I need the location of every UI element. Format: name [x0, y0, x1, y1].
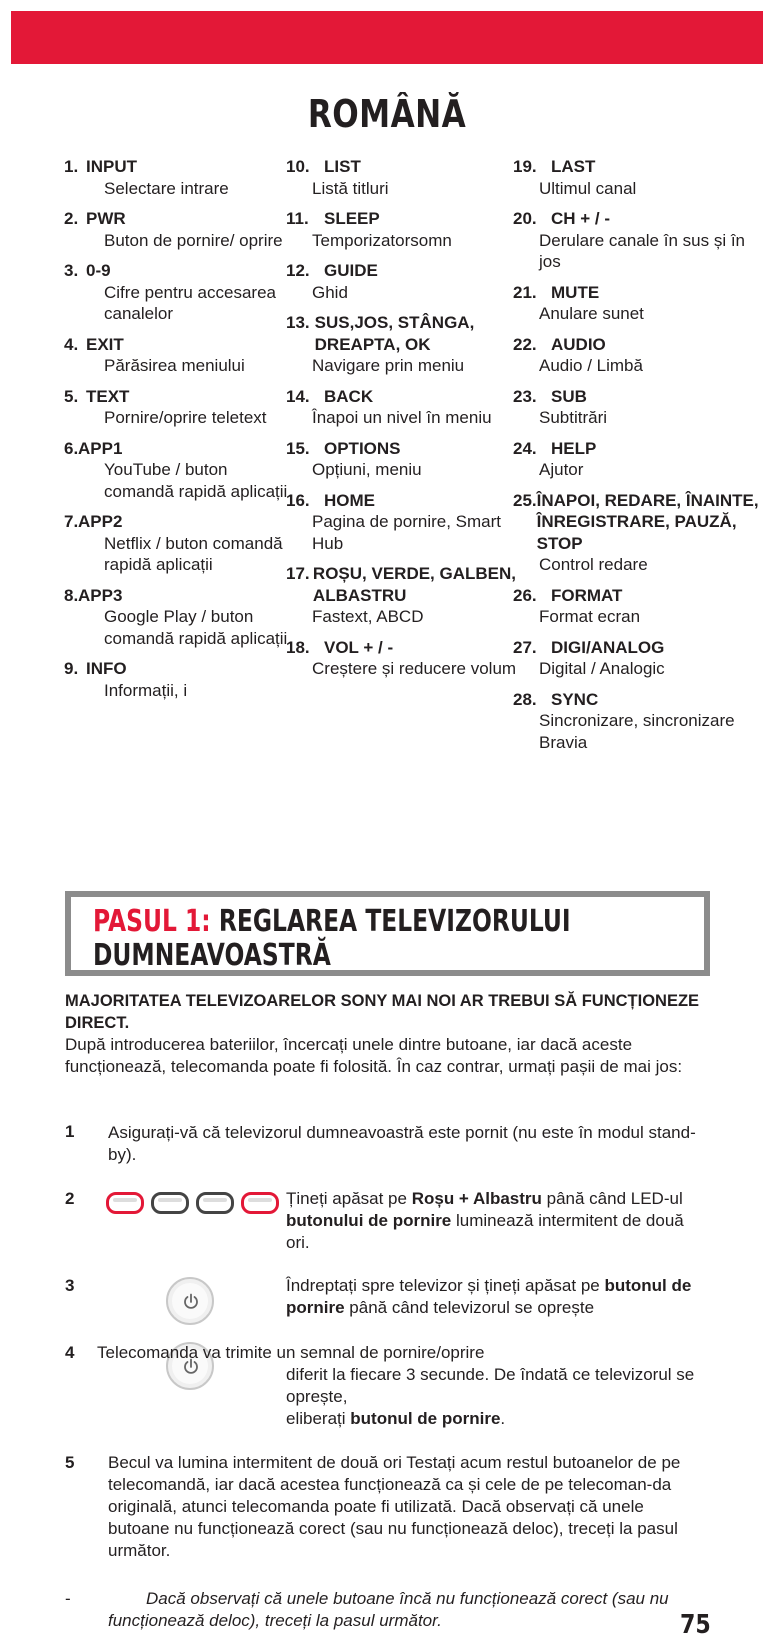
button-list-item-description: Subtitrări [539, 408, 608, 427]
button-list-item [513, 438, 763, 481]
step-1-number: 1 [65, 1122, 75, 1141]
button-list-item-head [286, 386, 526, 408]
button-list-item [64, 260, 294, 325]
intro-text: După introducerea bateriilor, încercați unele dintre butoane, iar dacă aceste funcționează, telecomanda poate fi folosită. În caz contrar, urmați pașii de mai jos: [65, 1035, 683, 1076]
step-3-text-part1: Îndreptați spre televizor și țineți apăsat pe [286, 1276, 605, 1295]
button-list-item-label: MUTE [551, 282, 600, 302]
button-list-item [64, 585, 294, 650]
button-list-item-description: Buton de pornire/ oprire [104, 230, 283, 250]
button-list-column-2 [286, 156, 526, 689]
button-list-item-description: Ajutor [539, 460, 584, 479]
button-list-item-description: Google Play / buton comandă rapidă aplicații [104, 607, 288, 648]
step-4-number: 4 [65, 1343, 75, 1362]
button-list-item-description: Anulare sunet [539, 304, 644, 323]
button-list-item-label: SLEEP [324, 209, 380, 228]
button-list-item-description: Informații, i [104, 680, 188, 700]
button-list-item [64, 208, 294, 251]
button-list-item-description: Format ecran [539, 607, 641, 626]
step-4-bold: butonul de pornire [350, 1409, 501, 1428]
button-list-item-number: 10. [286, 157, 310, 176]
button-list-item-number: 25. [513, 490, 537, 510]
button-list-item-number: 18. [286, 637, 310, 657]
button-list-item-head [64, 208, 294, 230]
step-2-text-part3: luminează intermitent de două ori. [286, 1211, 684, 1252]
button-list-item-number: 1. [64, 157, 79, 176]
step-4-line2: diferit la fiecare 3 secunde. De îndată ce televizorul se oprește, [286, 1365, 695, 1406]
button-list-item [513, 490, 763, 576]
step-3-text-part2: până când televizorul se oprește [344, 1298, 595, 1317]
button-list-item-number: 21. [513, 282, 537, 302]
button-list-item-head [64, 658, 294, 680]
button-list-item-number: 11. [286, 209, 309, 228]
step-4-line3 [286, 1408, 706, 1430]
button-list-item [513, 637, 763, 680]
button-list-item-description: Ghid [312, 282, 348, 302]
button-list-item-number: 20. [513, 209, 537, 228]
button-list-item [513, 334, 763, 377]
button-list-item-label: APP2 [78, 512, 123, 531]
button-list-item-number: 4. [64, 334, 79, 354]
button-list-item-number: 9. [64, 659, 79, 678]
button-list-item-number: 12. [286, 261, 310, 280]
step-heading [93, 905, 577, 973]
button-list-item-label: LIST [324, 157, 361, 176]
button-list-item-label: BACK [324, 386, 374, 406]
button-list-item-description: Navigare prin meniu [312, 356, 465, 375]
button-list-item-description: Părăsirea meniului [104, 356, 245, 375]
red-button-icon [106, 1192, 144, 1214]
button-list-item [286, 208, 526, 251]
intro-bold-text: MAJORITATEA TELEVIZOARELOR SONY MAI NOI AR TREBUI SĂ FUNCȚIONEZE DIRECT. [65, 992, 700, 1032]
button-list-item-head [286, 156, 526, 178]
button-list-item-head [64, 511, 294, 533]
page-number: 75 [680, 1610, 711, 1640]
step-heading-line2: DUMNEAVOASTRĂ [93, 938, 331, 973]
button-list-item-head [64, 386, 294, 408]
step-4-line1: Telecomanda va trimite un semnal de pornire/oprire [97, 1343, 485, 1362]
header-red-bar [11, 11, 763, 64]
button-list-item-head [513, 585, 763, 607]
button-list-item-description: Ultimul canal [539, 178, 637, 198]
button-list-item [286, 386, 526, 429]
button-list-item-head [64, 438, 294, 460]
button-list-item-label: DIGI/ANALOG [551, 637, 665, 657]
button-list-item [513, 156, 763, 199]
button-list-item-label: OPTIONS [324, 438, 401, 458]
step-2-text-part1: Țineți apăsat pe [286, 1189, 412, 1208]
step-5-text: Becul va lumina intermitent de două ori Testați acum restul butoanelor de pe telecomandă, iar dacă acestea funcționează ca și cele de pe telecoman-da originală, atunci telecomanda poate fi utilizată. Dacă observați că unele butoane nu funcționează corect (sau nu funcționează deloc), treceți la pasul următor. [108, 1453, 681, 1560]
button-list-column-1 [64, 156, 294, 710]
step-2-bold1: Roșu + Albastru [411, 1189, 542, 1208]
button-list-item-description: Digital / Analogic [539, 659, 665, 678]
button-list-item-head [64, 334, 294, 356]
button-list-item-head [513, 438, 763, 460]
button-list-item [286, 312, 526, 377]
button-list-item-label: GUIDE [324, 261, 378, 280]
button-list-item-label: SUS,JOS, STÂNGA, DREAPTA, OK [314, 313, 475, 354]
step-heading-prefix: PASUL 1: [93, 904, 211, 939]
button-list-item-label: 0-9 [86, 261, 111, 280]
button-list-item-label: SUB [551, 386, 587, 406]
button-list-item-label: APP3 [78, 585, 123, 605]
button-list-item [286, 563, 526, 628]
button-list-item [286, 260, 526, 303]
button-list-item-description: Pornire/oprire teletext [104, 408, 267, 427]
button-list-item [513, 689, 763, 754]
button-list-item-number: 17. [286, 564, 310, 583]
button-list-item-head [513, 156, 763, 178]
button-list-item-number: 2. [64, 209, 79, 228]
button-list-item-description: Netflix / buton comandă rapidă aplicații [104, 533, 283, 574]
button-list-item [513, 585, 763, 628]
button-list-item-description: Audio / Limbă [539, 356, 643, 375]
button-list-item-number: 28. [513, 689, 537, 709]
button-list-item-head [286, 208, 526, 230]
button-list-item-description: Derulare canale în sus și în jos [539, 230, 745, 271]
button-list-item-description: Opțiuni, meniu [312, 460, 422, 479]
button-list-item-number: 5. [64, 386, 79, 406]
button-list-item [286, 490, 526, 555]
button-list-item-number: 8. [64, 585, 79, 605]
blue-button-icon [241, 1192, 279, 1214]
step-heading-line1: REGLAREA TELEVIZORULUI [218, 904, 571, 939]
button-list-item-label: SYNC [551, 689, 599, 709]
step-2-text [286, 1188, 706, 1254]
power-button-icon [166, 1277, 214, 1325]
button-list-item-label: VOL + / - [324, 637, 394, 657]
button-list-item-head [64, 156, 294, 178]
button-list-item-description: Listă titluri [312, 178, 389, 198]
button-list-item-description: YouTube / buton comandă rapidă aplicații [104, 460, 288, 501]
page-title: ROMÂNĂ [307, 92, 467, 136]
button-list-item [513, 386, 763, 429]
button-list-item-description: Sincronizare, sincronizare Bravia [539, 711, 735, 752]
step-1-text: Asigurați-vă că televizorul dumneavoastră este pornit (nu este în modul stand-by). [108, 1123, 696, 1164]
button-list-item-description: Fastext, ABCD [312, 607, 424, 626]
button-list-item-number: 23. [513, 386, 537, 406]
button-list-item-label: ÎNAPOI, REDARE, ÎNAINTE, ÎNREGISTRARE, PAUZĂ, STOP [536, 490, 759, 553]
button-list-item-description: Control redare [539, 555, 648, 574]
button-list-item-head [286, 563, 526, 606]
button-list-item-label: FORMAT [551, 585, 623, 605]
button-list-item-label: APP1 [78, 438, 123, 458]
button-list-item-number: 3. [64, 261, 79, 280]
yellow-button-icon [196, 1192, 234, 1214]
button-list-item-head [513, 386, 763, 408]
button-list-item-label: AUDIO [551, 334, 606, 354]
button-list-item-label: TEXT [86, 386, 130, 406]
button-list-item [64, 386, 294, 429]
button-list-item-label: INPUT [86, 157, 137, 176]
button-list-item [64, 658, 294, 701]
button-list-item-head [513, 282, 763, 304]
button-list-item [513, 208, 763, 273]
button-list-item-number: 13. [286, 313, 310, 332]
button-list-item-number: 15. [286, 438, 310, 458]
button-list-item-label: HOME [324, 490, 375, 510]
step-4-line3-text: eliberați [286, 1409, 351, 1428]
button-list-item-head [286, 260, 526, 282]
button-list-item-head [513, 334, 763, 356]
button-list-item [64, 156, 294, 199]
button-list-item-label: PWR [86, 209, 126, 228]
button-list-item-number: 19. [513, 157, 537, 176]
button-list-item [513, 282, 763, 325]
step-3-bold1: butonul de pornire [286, 1276, 692, 1317]
button-list-item-head [513, 208, 763, 230]
step-2-bold2: butonului de pornire [286, 1211, 452, 1230]
button-list-item-label: CH + / - [551, 209, 611, 228]
button-list-item-number: 7. [64, 512, 79, 531]
step-2-text-part2: până când LED-ul [541, 1189, 683, 1208]
button-list-item-description: Cifre pentru accesarea canalelor [104, 282, 276, 323]
button-list-item-label: ROȘU, VERDE, GALBEN, ALBASTRU [312, 564, 517, 605]
button-list-item [64, 511, 294, 576]
button-list-item-number: 26. [513, 585, 537, 605]
button-list-item-number: 24. [513, 438, 537, 458]
button-list-item-number: 27. [513, 637, 537, 657]
button-list-item-number: 22. [513, 334, 537, 354]
button-list-item-description: Creștere și reducere volum [312, 659, 517, 678]
button-list-item-label: LAST [551, 157, 596, 176]
note-dash: - [65, 1589, 71, 1608]
step-3-text [286, 1275, 706, 1319]
button-list-item-head [64, 260, 294, 282]
button-list-item-number: 14. [286, 386, 310, 406]
button-list-column-3 [513, 156, 763, 762]
step-5-number: 5 [65, 1453, 75, 1472]
button-list-item-number: 6. [64, 438, 79, 458]
button-list-item-head [286, 637, 526, 659]
button-list-item [64, 334, 294, 377]
button-list-item-description: Pagina de pornire, Smart Hub [312, 512, 501, 553]
step-2-number: 2 [65, 1189, 75, 1208]
button-list-item-head [286, 490, 526, 512]
button-list-item-description: Selectare intrare [104, 178, 229, 198]
button-list-item-head [513, 689, 763, 711]
button-list-item [286, 637, 526, 680]
button-list-item-label: HELP [551, 438, 597, 458]
step-3-number: 3 [65, 1276, 75, 1295]
button-list-item [286, 438, 526, 481]
button-list-item-label: INFO [86, 659, 127, 678]
button-list-item-head [513, 637, 763, 659]
note-text: Dacă observați că unele butoane încă nu funcționează corect (sau nu funcționează deloc), treceți la pasul următor. [108, 1589, 669, 1630]
button-list-item [64, 438, 294, 503]
button-list-item-description: Înapoi un nivel în meniu [312, 408, 492, 427]
button-list-item-label: EXIT [86, 334, 124, 354]
button-list-item-head [64, 585, 294, 607]
button-list-item-description: Temporizatorsomn [312, 230, 452, 250]
button-list-item [286, 156, 526, 199]
button-list-item-number: 16. [286, 490, 310, 510]
button-list-item-head [513, 490, 763, 555]
step-heading-box [65, 891, 710, 976]
button-list-item-head [286, 438, 526, 460]
step-4-period: . [500, 1409, 506, 1428]
button-list-item-head [286, 312, 526, 355]
green-button-icon [151, 1192, 189, 1214]
